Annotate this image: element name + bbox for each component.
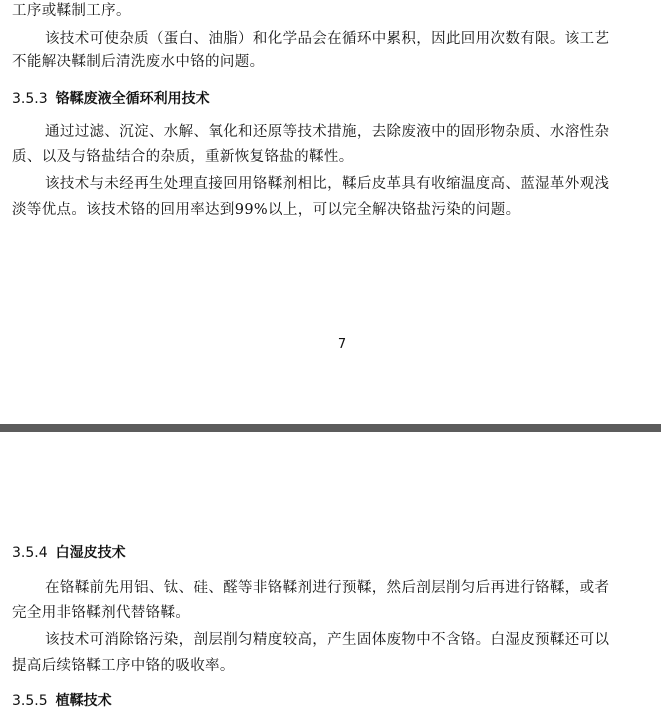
body-text-line: 不能解决鞣制后清洗废水中铬的问题。 — [12, 54, 265, 70]
body-text-line: 该技术与未经再生处理直接回用铬鞣剂相比，鞣后皮革具有收缩温度高、蓝湿革外观浅 — [45, 176, 610, 192]
section-title: 植鞣技术 — [55, 693, 112, 709]
body-text-line: 该技术可消除铬污染，剖层削匀精度较高，产生固体废物中不含铬。白湿皮预鞣还可以 — [45, 632, 610, 648]
body-text-line: 工序或鞣制工序。 — [12, 3, 131, 19]
section-heading-3-5-5 — [12, 690, 112, 712]
body-text-line: 淡等优点。该技术铬的回用率达到99%以上，可以完全解决铬盐污染的问题。 — [12, 202, 521, 218]
body-text-line: 在铬鞣前先用铝、钛、硅、醛等非铬鞣剂进行预鞣，然后剖层削匀后再进行铬鞣，或者 — [45, 580, 610, 596]
section-number: 3.5.3 — [12, 91, 48, 107]
section-heading-3-5-4 — [12, 542, 126, 564]
body-text-line: 提高后续铬鞣工序中铬的吸收率。 — [12, 658, 235, 674]
body-text-line: 质、以及与铬盐结合的杂质，重新恢复铬盐的鞣性。 — [12, 149, 354, 165]
page-number: 7 — [337, 337, 347, 352]
body-text-line: 该技术可使杂质（蛋白、油脂）和化学品会在循环中累积，因此回用次数有限。该工艺 — [45, 31, 610, 47]
section-heading-3-5-3 — [12, 88, 210, 110]
document-page-bottom — [0, 432, 661, 723]
section-number: 3.5.4 — [12, 545, 48, 561]
body-text-line: 完全用非铬鞣剂代替铬鞣。 — [12, 605, 191, 621]
section-title: 铬鞣废液全循环利用技术 — [55, 91, 210, 107]
page-divider — [0, 424, 661, 432]
body-text-line: 通过过滤、沉淀、水解、氧化和还原等技术措施，去除废液中的固形物杂质、水溶性杂 — [45, 124, 610, 140]
section-number: 3.5.5 — [12, 693, 48, 709]
section-title: 白湿皮技术 — [55, 545, 126, 561]
